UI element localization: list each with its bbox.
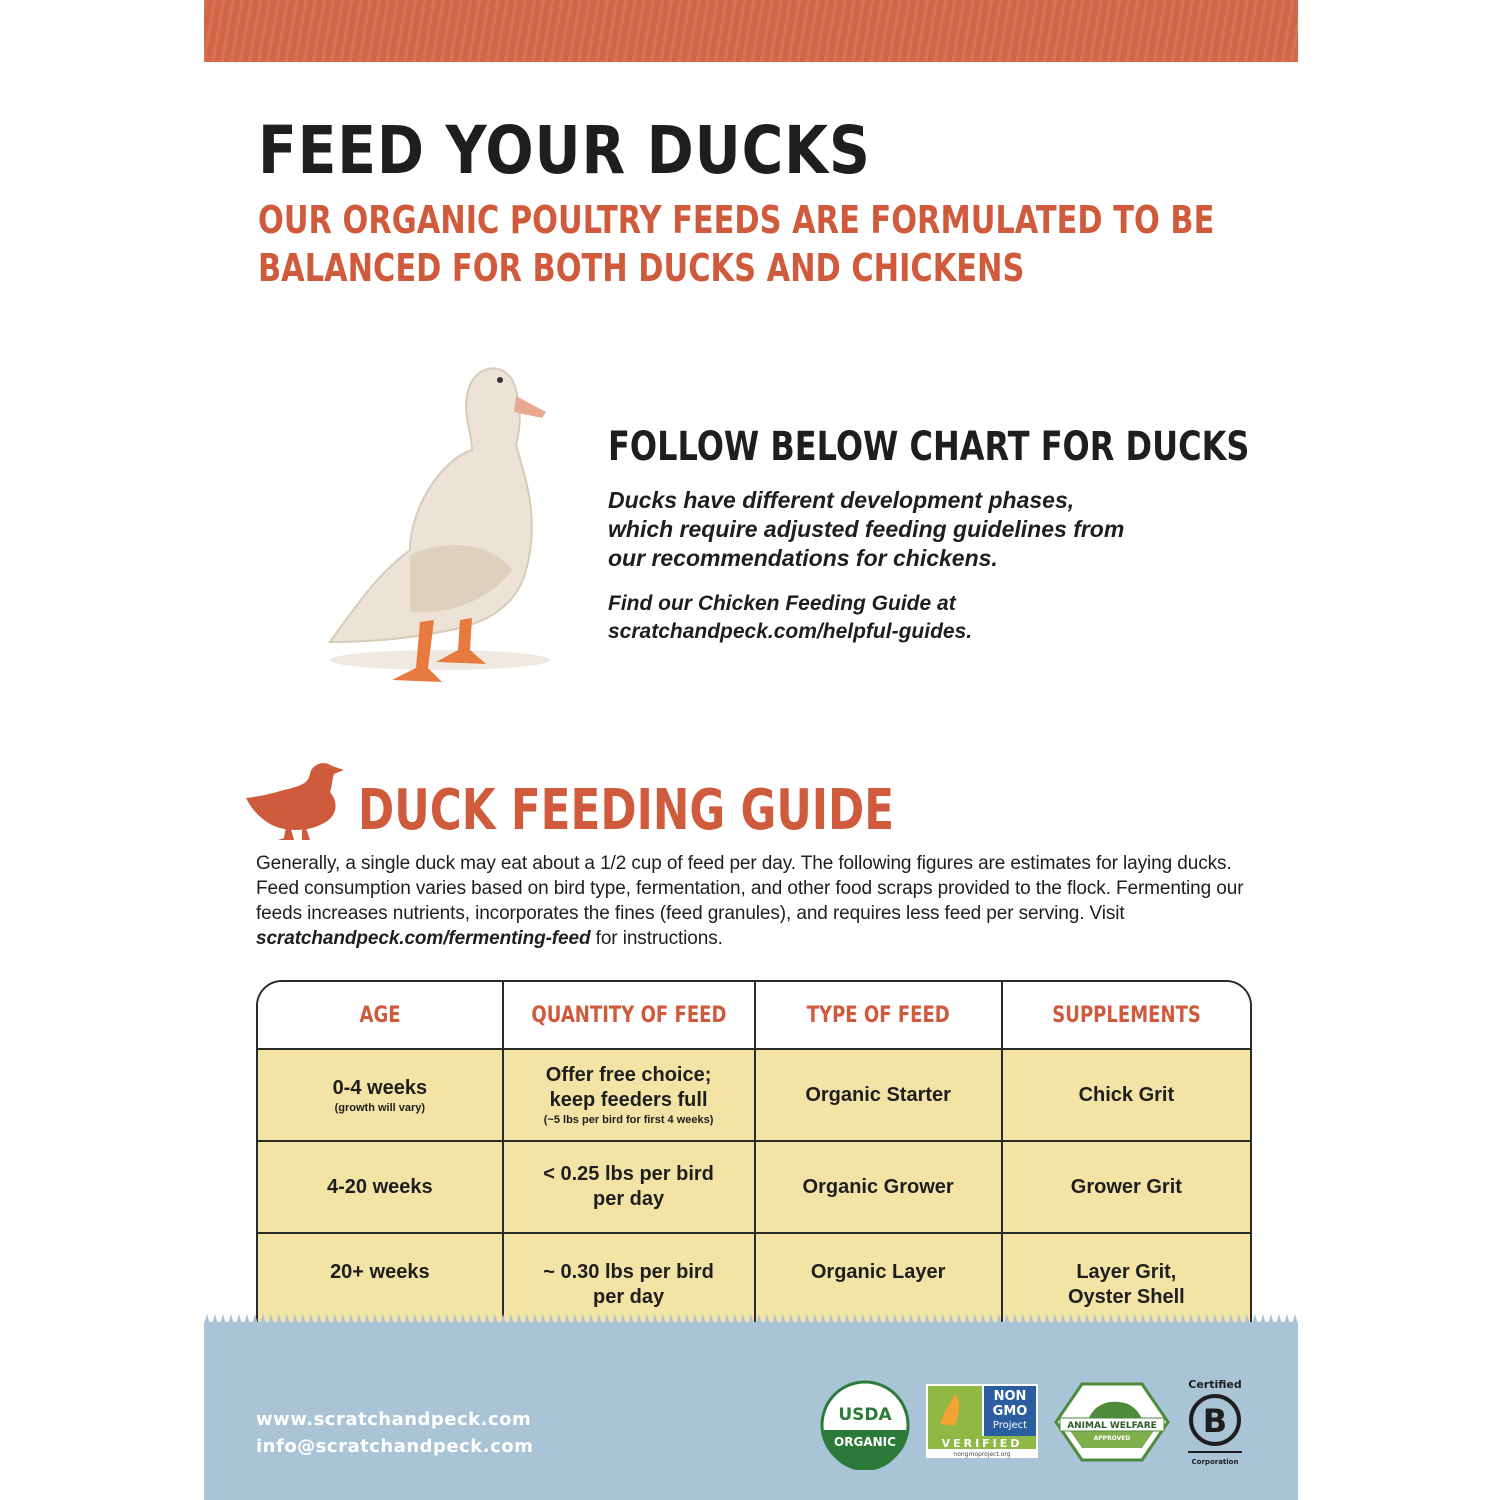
svg-text:NON: NON: [993, 1389, 1027, 1404]
footer: [204, 1322, 1298, 1500]
guide-title: DUCK FEEDING GUIDE: [358, 778, 895, 843]
age-cell: 4-20 weeks: [258, 1142, 504, 1234]
header-type: TYPE OF FEED: [756, 982, 1003, 1050]
type-cell: Organic Layer: [756, 1234, 1003, 1424]
age-note: (growth will vary): [334, 1101, 426, 1114]
header-quantity: QUANTITY OF FEED: [504, 982, 756, 1050]
usda-organic-badge: [820, 1380, 910, 1470]
website-link[interactable]: www.scratchandpeck.com: [256, 1409, 532, 1430]
age-cell: 0-4 weeks (growth will vary): [258, 1050, 504, 1142]
svg-text:ANIMAL WELFARE: ANIMAL WELFARE: [1067, 1421, 1157, 1431]
animal-welfare-badge: [1054, 1382, 1170, 1462]
svg-text:GMO: GMO: [992, 1404, 1028, 1419]
grass-edge: [204, 1310, 1298, 1334]
table-row: [258, 1050, 1250, 1142]
guide-paragraph: [256, 851, 1256, 951]
svg-text:Corporation: Corporation: [1191, 1458, 1239, 1466]
svg-text:Certified: Certified: [1188, 1378, 1242, 1391]
contact-block: [256, 1406, 533, 1460]
age-cell: 20+ weeks: [258, 1234, 504, 1424]
guide-para-text: Generally, a single duck may eat about a 1/2 cup of feed per day. The following figures are estimates for laying ducks. Feed consumption varies based on bird type, fermentation, and other food scraps provided to the flock. Fermenting our feeds increases nutrients, incorporates the fines (feed granules), and requires less feed per serving. Visit: [256, 853, 1244, 924]
duck-silhouette-icon: [244, 760, 348, 840]
supplement-cell: Grower Grit: [1003, 1142, 1250, 1234]
table-header-row: [258, 982, 1250, 1050]
intro-line: Ducks have different development phases,: [608, 487, 1075, 513]
svg-text:APPROVED: APPROVED: [1093, 1435, 1131, 1442]
chart-intro: [608, 486, 1228, 573]
svg-text:ORGANIC: ORGANIC: [834, 1435, 896, 1449]
quantity-cell: < 0.25 lbs per bird per day: [504, 1142, 756, 1234]
header-age: AGE: [258, 982, 504, 1050]
subhead-line: BALANCED FOR BOTH DUCKS AND CHICKENS: [258, 246, 1025, 290]
subhead-line: OUR ORGANIC POULTRY FEEDS ARE FORMULATED TO BE: [258, 198, 1215, 242]
headline: FEED YOUR DUCKS: [258, 112, 871, 189]
supplement-cell: Layer Grit, Oyster Shell: [1003, 1234, 1250, 1424]
type-cell: Organic Grower: [756, 1142, 1003, 1234]
b-corp-badge: [1182, 1376, 1248, 1472]
svg-text:USDA: USDA: [838, 1405, 892, 1425]
header-supplements: SUPPLEMENTS: [1003, 982, 1250, 1050]
subhead: [258, 196, 1214, 292]
chicken-guide-note: [608, 590, 1228, 646]
svg-text:B: B: [1202, 1402, 1228, 1440]
guide-note-link[interactable]: scratchandpeck.com/helpful-guides.: [608, 620, 973, 643]
table-row: [258, 1142, 1250, 1234]
non-gmo-badge: [926, 1384, 1038, 1458]
fermenting-link[interactable]: scratchandpeck.com/fermenting-feed: [256, 928, 591, 949]
quantity-cell: ~ 0.30 lbs per bird per day: [504, 1234, 756, 1424]
chart-title: FOLLOW BELOW CHART FOR DUCKS: [608, 424, 1250, 470]
svg-text:Project: Project: [992, 1420, 1028, 1431]
feeding-sheet: [204, 0, 1298, 1500]
email-link[interactable]: info@scratchandpeck.com: [256, 1436, 534, 1457]
top-color-band: [204, 0, 1298, 62]
type-cell: Organic Starter: [756, 1050, 1003, 1142]
quantity-cell: Offer free choice; keep feeders full (~5 lbs per bird for first 4 weeks): [504, 1050, 756, 1142]
duck-photo: [290, 350, 550, 700]
quantity-note: (~5 lbs per bird for first 4 weeks): [543, 1114, 714, 1126]
guide-para-text: for instructions.: [590, 928, 723, 949]
svg-text:VERIFIED: VERIFIED: [941, 1437, 1023, 1450]
guide-note-line: Find our Chicken Feeding Guide at: [608, 592, 956, 615]
intro-line: which require adjusted feeding guidelines from: [608, 516, 1125, 542]
supplement-cell: Chick Grit: [1003, 1050, 1250, 1142]
svg-text:nongmoproject.org: nongmoproject.org: [953, 1451, 1011, 1458]
intro-line: our recommendations for chickens.: [608, 545, 998, 571]
